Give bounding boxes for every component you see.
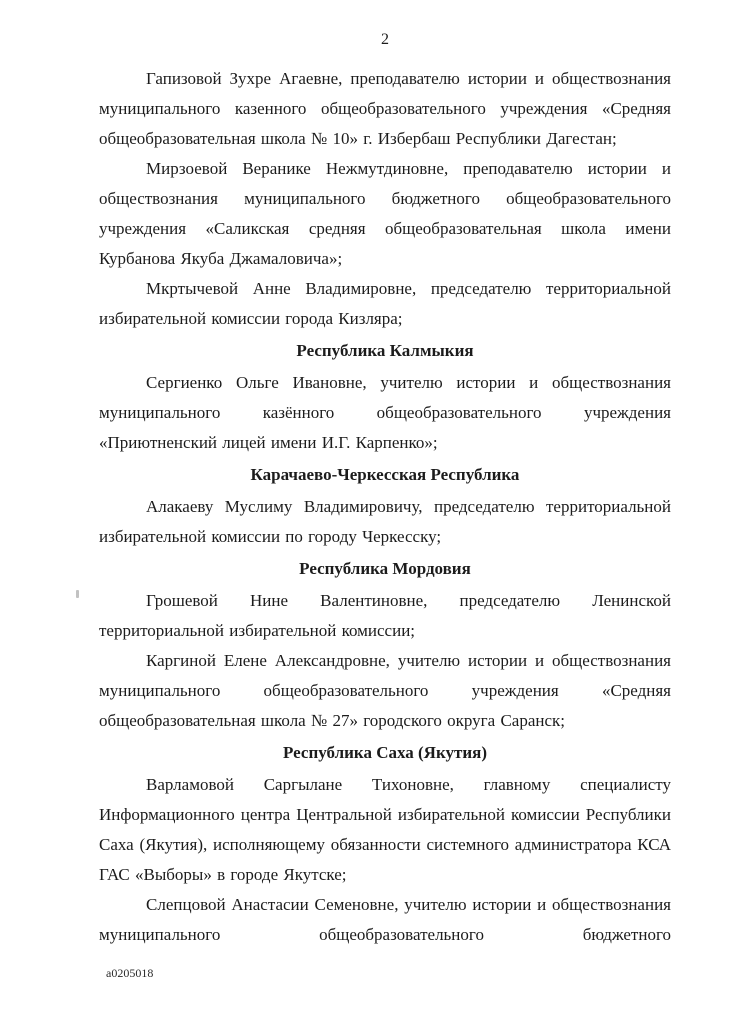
recipient-paragraph-sergienko: Сергиенко Ольге Ивановне, учителю истории и обществознания муниципального казённого общеобразовательного учреждения «Приютненский лицей имени И.Г. Карпенко»; <box>99 373 671 452</box>
recipient-paragraph-mkrtycheva: Мкртычевой Анне Владимировне, председателю территориальной избирательной комиссии города Кизляра; <box>99 279 671 328</box>
region-heading-sakha-yakutia: Республика Саха (Якутия) <box>282 743 488 762</box>
scan-artifact-dot <box>76 590 79 598</box>
recipient-paragraph-grosheva: Грошевой Нине Валентиновне, председателю Ленинской территориальной избирательной комиссии; <box>99 591 671 640</box>
recipient-paragraph-kargina: Каргиной Елене Александровне, учителю истории и обществознания муниципального общеобразовательного учреждения «Средняя общеобразовательная школа № 27» городского округа Саранск; <box>99 651 671 730</box>
recipient-paragraph-alakaev: Алакаеву Муслиму Владимировичу, председателю территориальной избирательной комиссии по городу Черкесску; <box>99 497 671 546</box>
recipient-paragraph-mirzoeva: Мирзоевой Веранике Нежмутдиновне, преподавателю истории и обществознания муниципального бюджетного общеобразовательного учреждения «Саликская средняя общеобразовательная школа имени Курбанова Якуба Джамаловича»; <box>99 159 671 268</box>
recipient-paragraph-varlamova: Варламовой Саргылане Тихоновне, главному специалисту Информационного центра Центральной избирательной комиссии Республики Саха (Якутия), исполняющему обязанности системного администратора КСА ГАС «Выборы» в городе Якутске; <box>99 775 671 884</box>
page-number: 2 <box>381 31 389 48</box>
footer-document-code: a0205018 <box>106 966 154 980</box>
page-content <box>99 30 671 950</box>
region-heading-mordovia: Республика Мордовия <box>299 559 471 578</box>
recipient-paragraph-gapizova: Гапизовой Зухре Агаевне, преподавателю истории и обществознания муниципального казенного общеобразовательного учреждения «Средняя общеобразовательная школа № 10» г. Избербаш Республики Дагестан; <box>99 69 671 148</box>
recipient-paragraph-sleptsova-cutoff: Слепцовой Анастасии Семеновне, учителю истории и обществознания муниципального общеобразовательного бюджетного <box>99 895 671 944</box>
region-heading-karachay-cherkessia: Карачаево-Черкесская Республика <box>250 465 520 484</box>
region-heading-kalmykia: Республика Калмыкия <box>296 341 474 360</box>
